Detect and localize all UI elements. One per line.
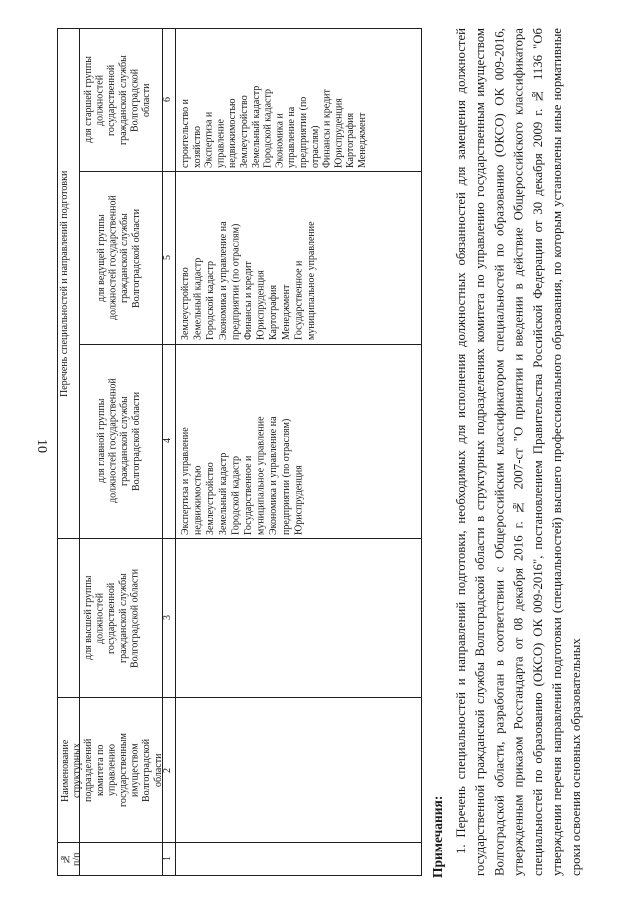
header-num: № п/п (60, 852, 83, 866)
col-number: 1 (162, 856, 173, 862)
page-number: 10 (34, 439, 49, 453)
col-number: 6 (162, 97, 173, 103)
header-senior: для старшей группы должностей государственной гражданской службы Волгоградской области (83, 55, 152, 145)
header-main: для главной группы должностей государственной гражданской службы Волгоградской области (96, 378, 142, 504)
col-number: 5 (162, 255, 173, 261)
header-highest: для высшей группы должностей государственной гражданской службы Волгоградской области (83, 568, 141, 668)
header-group-title: Перечень специальностей и направлений подготовки (59, 170, 70, 397)
col-number: 2 (162, 768, 173, 773)
header-leading: для ведущей группы должностей государственной гражданской службы Волгоградской области (96, 195, 142, 321)
notes-text: 1. Перечень специальностей и направлений подготовки, необходимых для исполнения должностных обязанностей для замещения должностей государственной гражданской службы Волгоградской области в структурных подразделениях комитета по управлению государственным имуществом Волгоградской области, разработан в соответствии с Общероссийским классификатором специальностей по образованию (ОКСО) ОК 009-2016, утвержденным приказом Росстандарта от 08 декабря 2016 г. № 2007-ст "О принятии и введении в действие Общероссийского классификатора специальностей по образованию (ОКСО) ОК 009-2016", постановлением Правительства Российской Федерации от 30 декабря 2009 г. № 1136 "Об утверждении перечня направлений подготовки (специальностей) высшего профессионального образования, по которым установлены иные нормативные сроки освоения основных образовательных (454, 28, 584, 876)
col-number: 3 (162, 615, 173, 621)
header-name: Наименование структурных подразделений комитета по управлению государственным имуществом Волгоградской области (60, 733, 164, 808)
main-items-list: Экспертиза и управление недвижимостью Землеустройство Земельный кадастр Городской кадастр Государственное и муниципальное управление Экономика и управление на предприятии (по отраслям) Юриспруденция (180, 416, 305, 535)
leading-items-list: Землеустройство Земельный кадастр Городской кадастр Экономика и управление на предприятии (по отраслям) Финансы и кредит Юриспруденция Картография Менеджмент Государственное и муниципальное управление (180, 221, 317, 340)
senior-items-list: строительство и хозяйство Экспертиза и управление недвижимостью Землеустройство Земельный кадастр Городской кадастр Экономика и управление на предприятии (по отраслям) Финансы и кредит Юриспруденция Картография Менеджмент (180, 85, 368, 168)
col-number: 4 (162, 438, 173, 444)
notes-title: Примечания: (430, 795, 445, 878)
